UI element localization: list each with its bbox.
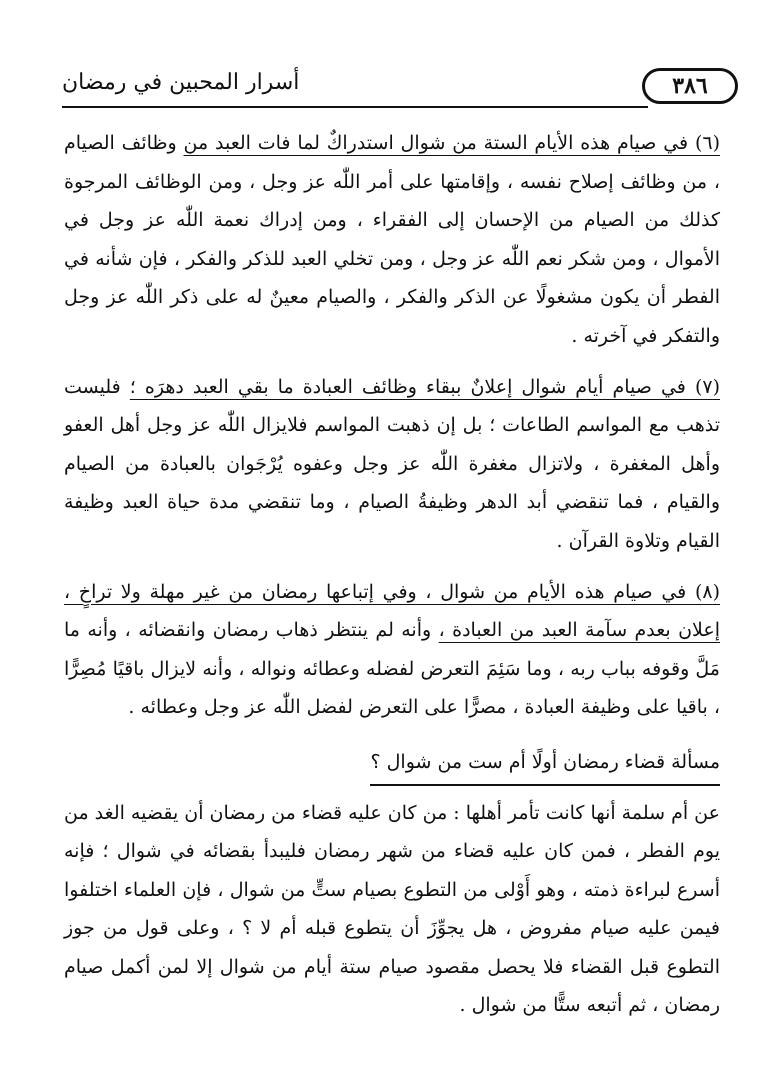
section-question xyxy=(64,739,720,794)
paragraph-7-text: فليست تذهب مع المواسم الطاعات ؛ بل إن ذهبت المواسم فلايزال اللّٰه عز وجل أهل العفو وأهل المغفرة ، ولاتزال مغفرة اللّٰه عز وجل وعفوه يُرْجَوان بالعبادة من الصيام والقيام ، فما تنقضي أبد الدهر وظيفةُ الصيام ، وما تنقضي مدة حياة العبد وظيفة القيام وتلاوة القرآن . xyxy=(64,375,720,552)
page-header xyxy=(62,66,738,110)
header-rule xyxy=(62,106,648,108)
book-title: أسرار المحبين في رمضان xyxy=(62,70,300,95)
paragraph-6-text: وظائف الصيام ، من وظائف إصلاح نفسه ، وإقامتها على أمر اللّٰه عز وجل ، ومن الوظائف المرجوة كذلك من الصيام من الإحسان إلى الفقراء ، ومن إدراك نعمة اللّٰه عز وجل في الأموال ، ومن شكر نعم اللّٰه عز وجل ، ومن تخلي العبد للذكر والفكر ، فإن شأنه في الفطر أن يكون مشغولًا عن الذكر والفكر ، والصيام معينٌ له على ذكر اللّٰه عز وجل والتفكر في آخرته . xyxy=(64,132,720,347)
paragraph-7-lead: (٧) في صيام أيام شوال إعلانٌ ببقاء وظائف العبادة ما بقي العبد دهرَه ؛ xyxy=(129,375,720,398)
paragraph-6 xyxy=(64,124,720,356)
question-heading: مسألة قضاء رمضان أولًا أم ست من شوال ؟ xyxy=(370,743,720,786)
final-paragraph: عن أم سلمة أنها كانت تأمر أهلها : من كان عليه قضاء من رمضان أن يقضيه الغد من يوم الفطر ، فمن كان عليه قضاء من شهر رمضان فليبدأ بقضائه في شوال ؛ فإنه أسرع لبراءة ذمته ، وهو أَوْلى من التطوع بصيام ستٍّ من شوال ، فإن العلماء اختلفوا فيمن عليه صيام مفروض ، هل يجوِّزَ أن يتطوع قبله أم لا ؟ ، وعلى قول من جوز التطوع قبل القضاء فلا يحصل مقصود صيام ستة أيام من شوال إلا لمن أكمل صيام رمضان ، ثم أتبعه ستًّا من شوال . xyxy=(64,801,720,1017)
paragraph-7 xyxy=(64,368,720,561)
paragraph-8-text: وأنه لم ينتظر ذهاب رمضان وانقضائه ، وأنه ما مَلَّ وقوفه بباب ربه ، وما سَئِمَ التعرض لفضله وعطائه ونواله ، وأنه لايزال باقيًا مُصِرًّا ، باقيا على وظيفة العبادة ، مصرًّا على التعرض لفضل اللّٰه عز وجل وعطائه . xyxy=(64,619,720,719)
page-body xyxy=(64,124,720,1024)
paragraph-8 xyxy=(64,573,720,727)
paragraph-8-lead: (٨) في صيام هذه الأيام من شوال ، وفي إتباعها رمضان من غير مهلة ولا تراخٍ ، إعلان بعدم سآمة العبد من العبادة ، xyxy=(64,580,721,642)
page-number: ٣٨٦ xyxy=(642,68,738,104)
paragraph-6-lead: (٦) في صيام هذه الأيام الستة من شوال استدراكٌ لما فات العبد من xyxy=(183,132,720,154)
